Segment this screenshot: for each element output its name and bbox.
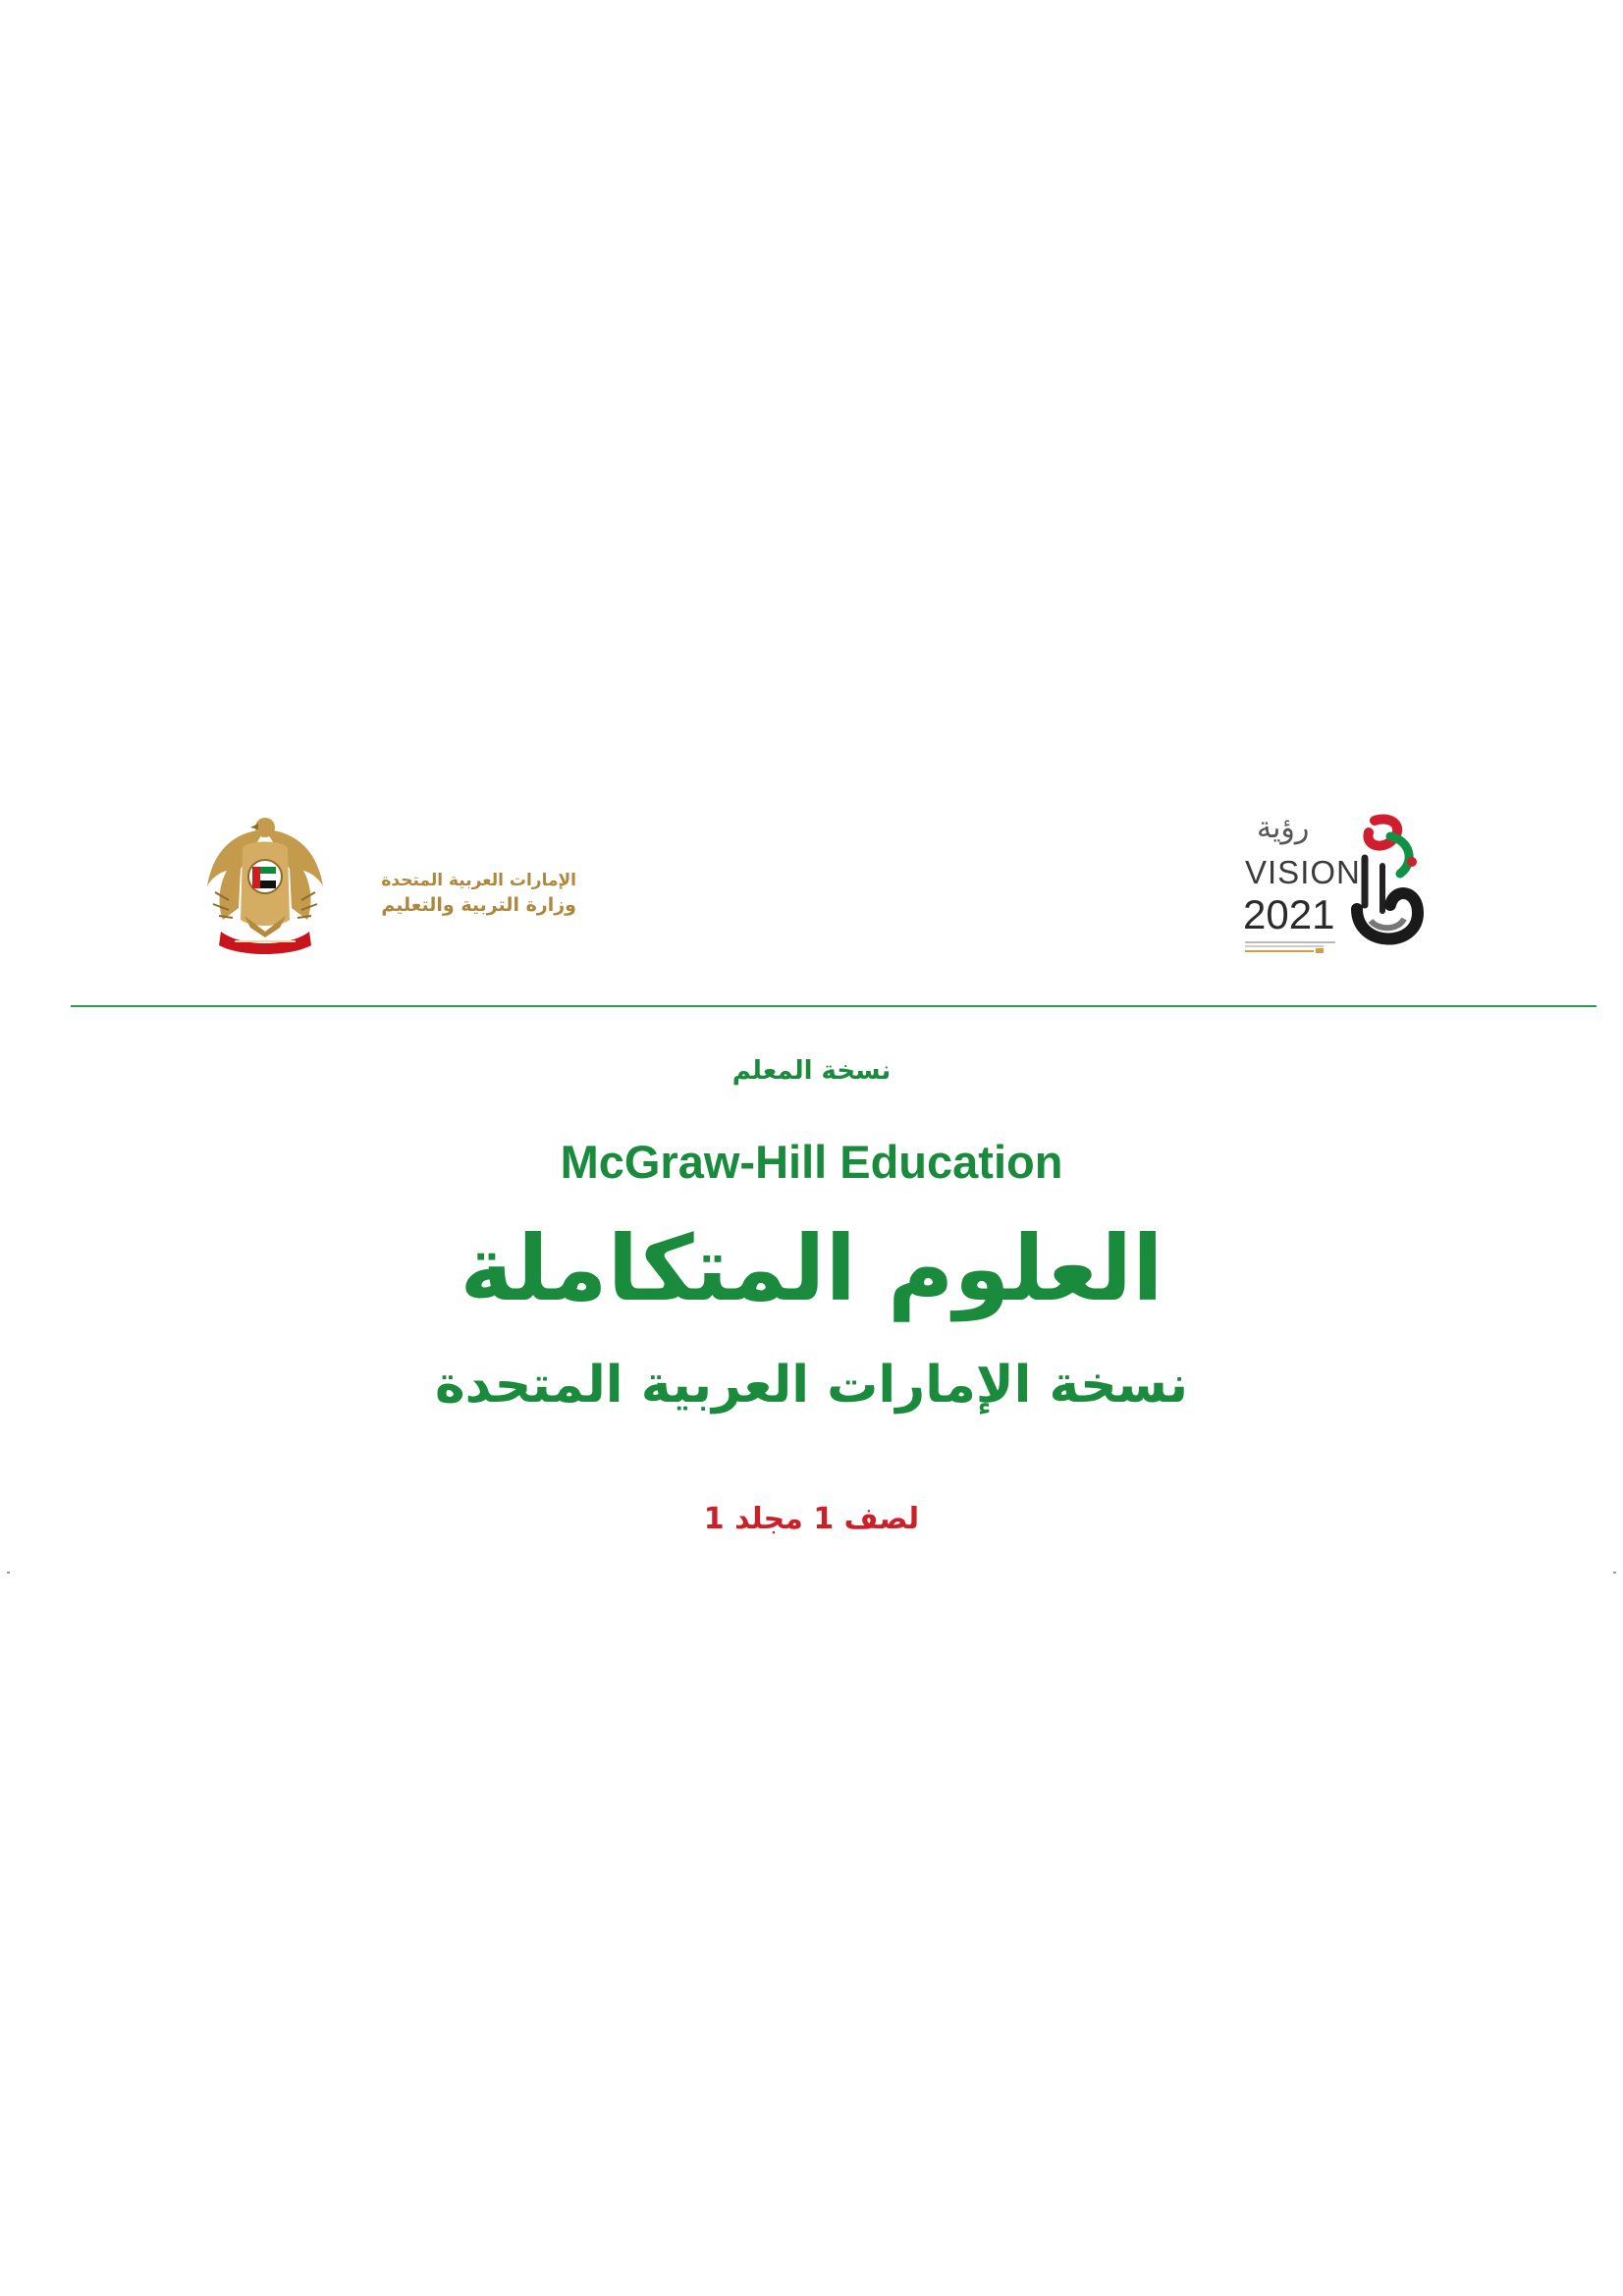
header-divider bbox=[71, 1005, 1596, 1007]
ministry-name bbox=[351, 869, 576, 918]
vision-2021-logo-icon bbox=[1335, 811, 1434, 968]
margin-mark-right bbox=[1613, 1572, 1616, 1574]
vision-fine-print bbox=[1245, 940, 1337, 954]
vision-year-label: 2021 bbox=[1243, 891, 1335, 937]
edition-label: نسخة المعلم bbox=[731, 1056, 892, 1086]
vision-word-label: VISION bbox=[1245, 854, 1361, 890]
vision-arabic-label: رؤية bbox=[1257, 811, 1310, 845]
book-subtitle: نسخة الإمارات العربية المتحدة bbox=[434, 1356, 1189, 1415]
grade-volume-label: لصف 1 مجلد 1 bbox=[703, 1502, 920, 1536]
vision-2021-logo bbox=[1239, 811, 1435, 970]
ministry-department-label: وزارة التربية والتعليم bbox=[381, 894, 576, 916]
book-title: العلوم المتكاملة bbox=[460, 1216, 1163, 1321]
margin-mark-left bbox=[7, 1572, 10, 1574]
uae-emblem-icon bbox=[201, 810, 329, 957]
ministry-logo bbox=[201, 810, 574, 967]
publisher-name: McGraw-Hill Education bbox=[560, 1136, 1063, 1188]
ministry-country-label: الإمارات العربية المتحدة bbox=[381, 871, 576, 890]
